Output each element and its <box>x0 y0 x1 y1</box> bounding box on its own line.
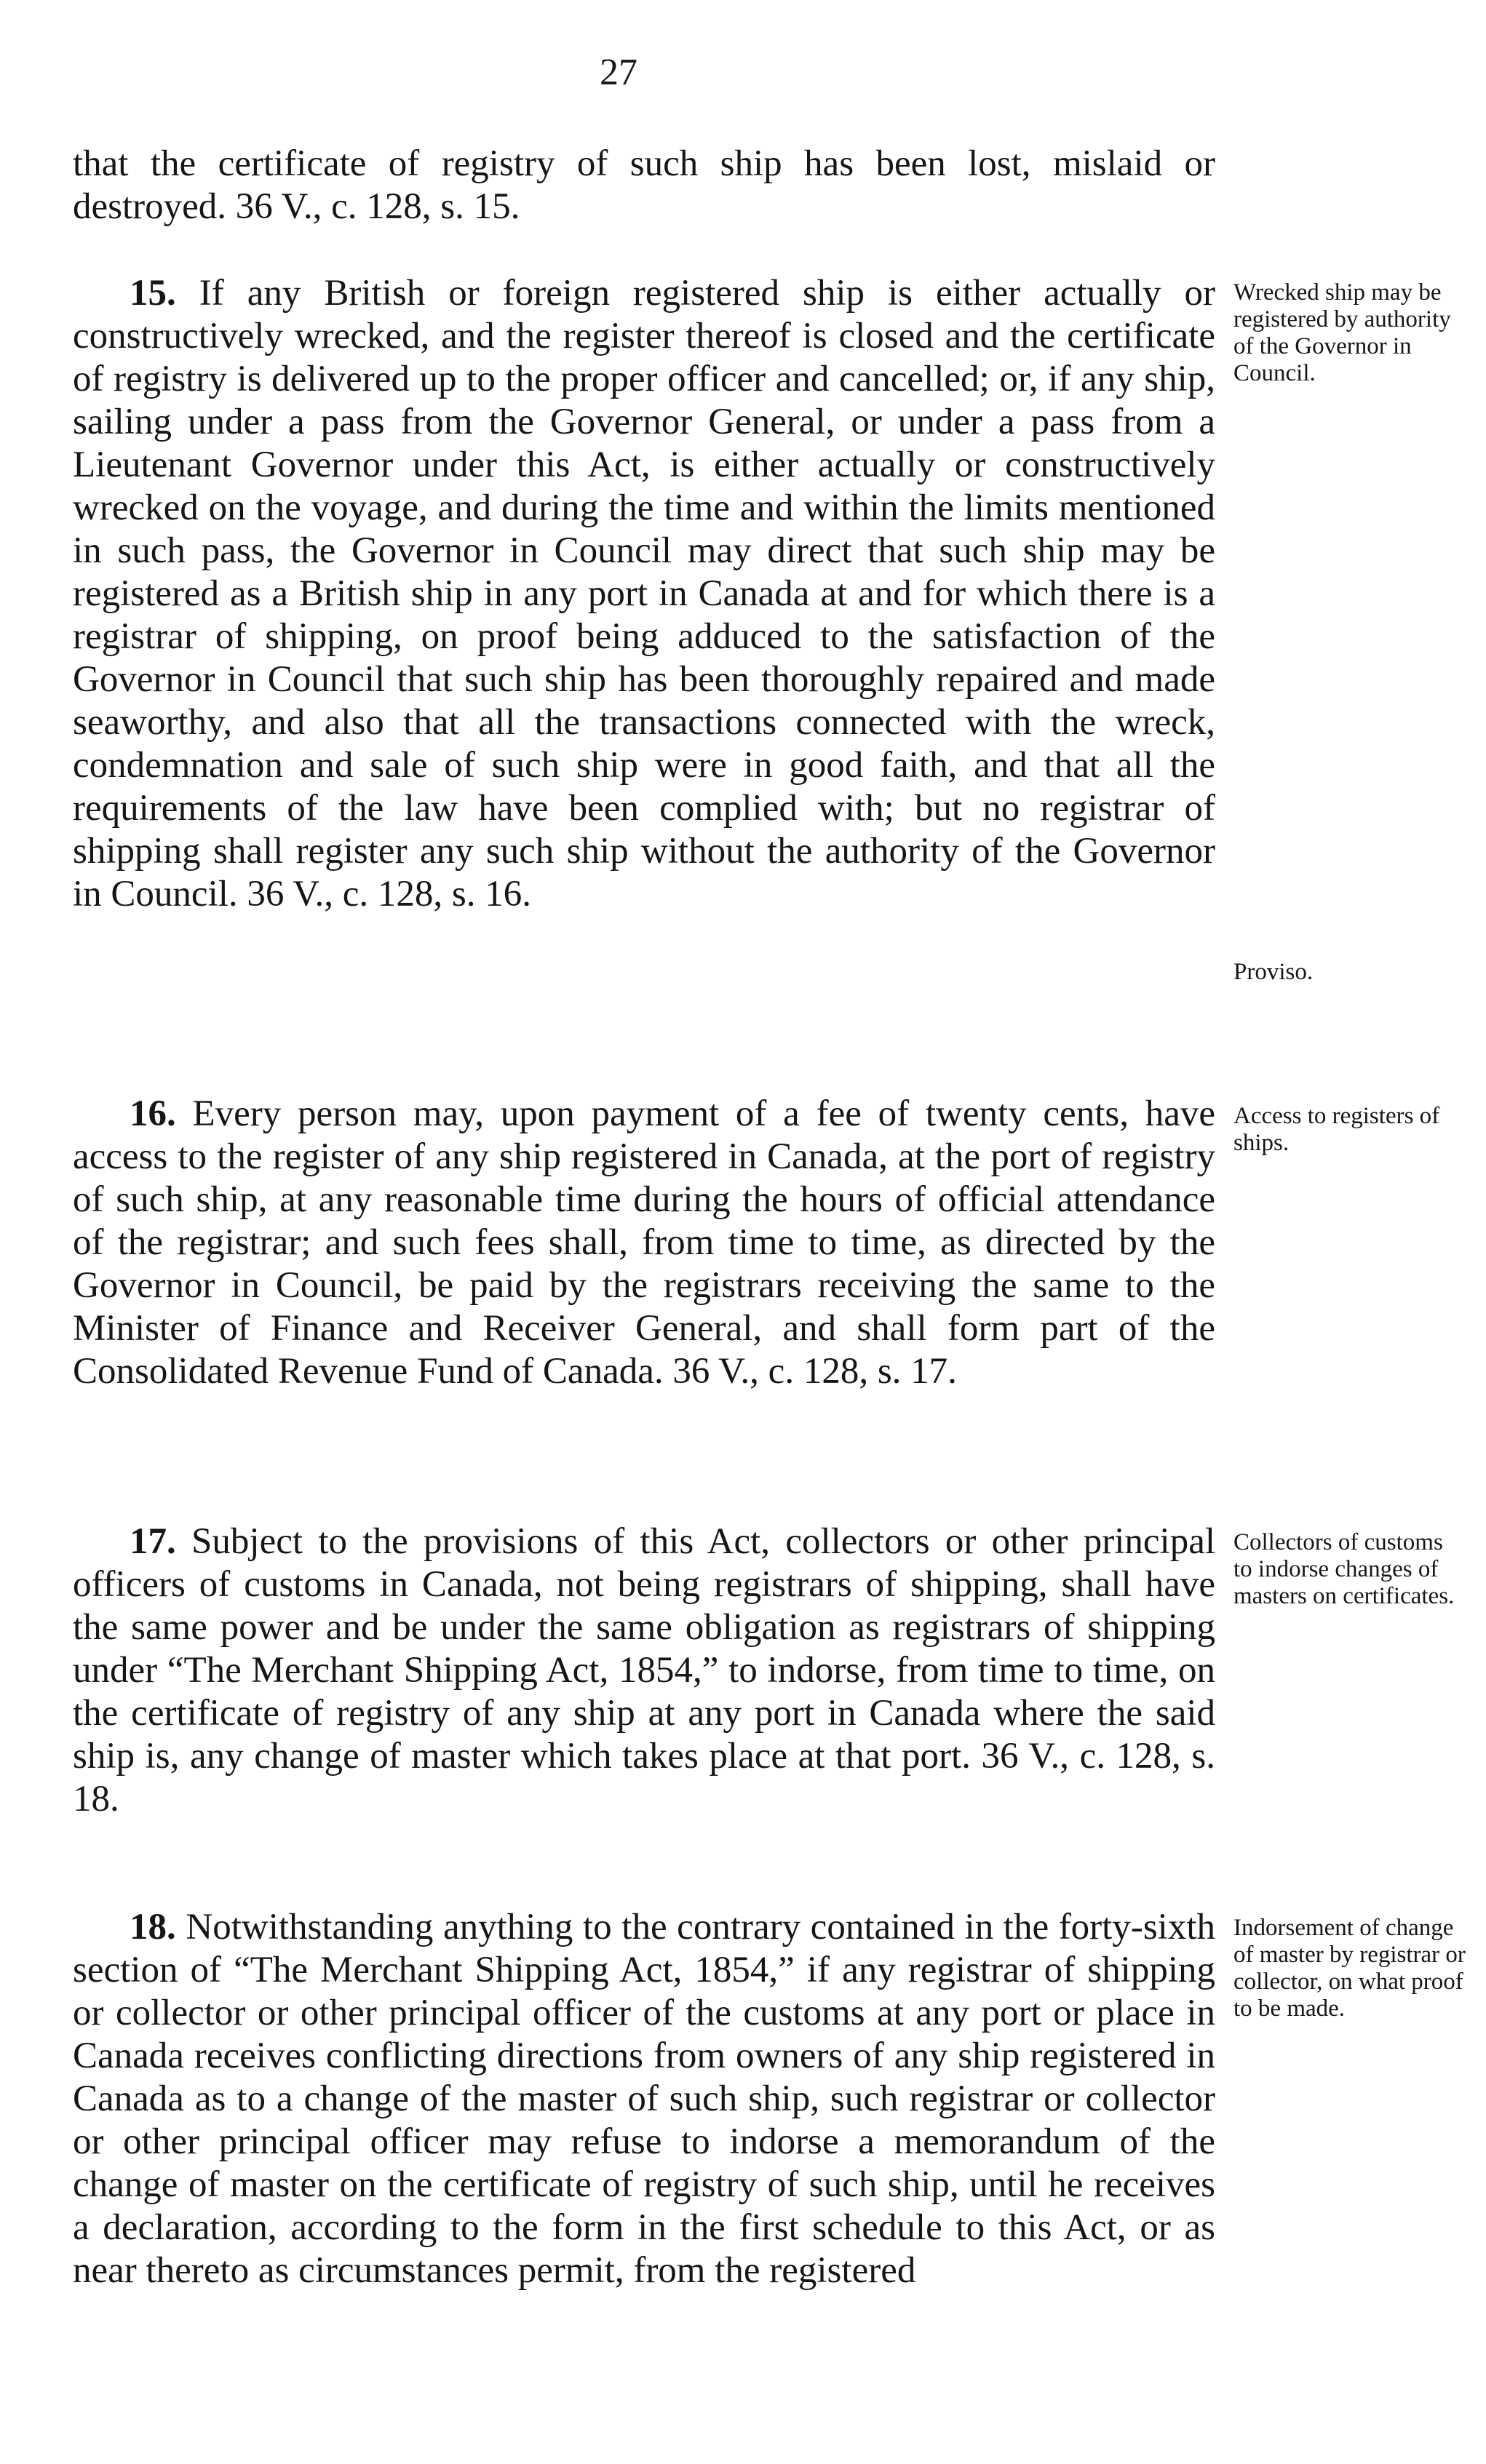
section-15 <box>73 272 1215 916</box>
section-17 <box>73 1520 1215 1821</box>
margin-note-access-to-registers: Access to registers of ships. <box>1233 1103 1440 1156</box>
section-16 <box>73 1093 1215 1393</box>
section-number: 18. <box>130 1907 176 1947</box>
section-number: 16. <box>130 1093 176 1134</box>
page-number: 27 <box>600 52 637 93</box>
margin-note-wrecked-ship: Wrecked ship may be registered by authority of the Governor in Council. <box>1233 279 1451 386</box>
margin-note-proviso: Proviso. <box>1233 959 1314 985</box>
margin-note-indorsement: Indorsement of change of master by registrar or collector, on what proof to be made. <box>1233 1915 1466 2022</box>
section-18 <box>73 1906 1215 2292</box>
section-number: 17. <box>130 1521 176 1562</box>
paragraph-continuation <box>73 143 1215 228</box>
section-number: 15. <box>130 273 176 314</box>
paragraph-text: Subject to the provisions of this Act, collectors or other principal officers of customs in Canada, not being registrars of shipping, shall have the same power and be under the same obligation as registrars of shipping under “The Merchant Shipping Act, 1854,” to indorse, from time to time, on the certificate of registry of any ship at any port in Canada where the said ship is, any change of master which takes place at that port. 36 V., c. 128, s. 18. <box>73 1521 1215 1819</box>
paragraph-text: Every person may, upon payment of a fee of twenty cents, have access to the register of any ship registered in Canada, at the port of registry of such ship, at any reasonable time during the hours of official attendance of the registrar; and such fees shall, from time to time, as directed by the Governor in Council, be paid by the registrars receiving the same to the Minister of Finance and Receiver General, and shall form part of the Consolidated Revenue Fund of Canada. 36 V., c. 128, s. 17. <box>73 1093 1215 1392</box>
paragraph-text: Notwithstanding anything to the contrary contained in the forty-sixth section of “The Merchant Shipping Act, 1854,” if any registrar of shipping or collector or other principal officer of the customs at any port or place in Canada receives conflicting directions from owners of any ship registered in Canada as to a change of the master of such ship, such registrar or collector or other principal officer may refuse to indorse a memorandum of the change of master on the certificate of registry of such ship, until he receives a declaration, according to the form in the first schedule to this Act, or as near thereto as circumstances permit, from the registered <box>73 1907 1216 2291</box>
margin-note-collectors-of-customs: Collectors of customs to indorse changes of masters on certificates. <box>1233 1529 1455 1609</box>
paragraph-text: If any British or foreign registered ship is either actually or constructively wrecked, and the register thereof is closed and the certificate of registry is delivered up to the proper officer and cancelled; or, if any ship, sailing under a pass from the Governor General, or under a pass from a Lieutenant Governor under this Act, is either actually or constructively wrecked on the voyage, and during the time and within the limits mentioned in such pass, the Governor in Council may direct that such ship may be registered as a British ship in any port in Canada at and for which there is a registrar of shipping, on proof being adduced to the satisfaction of the Governor in Council that such ship has been thoroughly repaired and made seaworthy, and also that all the transactions connected with the wreck, condemnation and sale of such ship were in good faith, and that all the requirements of the law have been complied with; but no registrar of shipping shall register any such ship without the authority of the Governor in Council. 36 V., c. 128, s. 16. <box>73 273 1215 914</box>
paragraph-text: that the certificate of registry of such ship has been lost, mislaid or destroyed. 36 V., c. 128, s. 15. <box>73 143 1215 227</box>
